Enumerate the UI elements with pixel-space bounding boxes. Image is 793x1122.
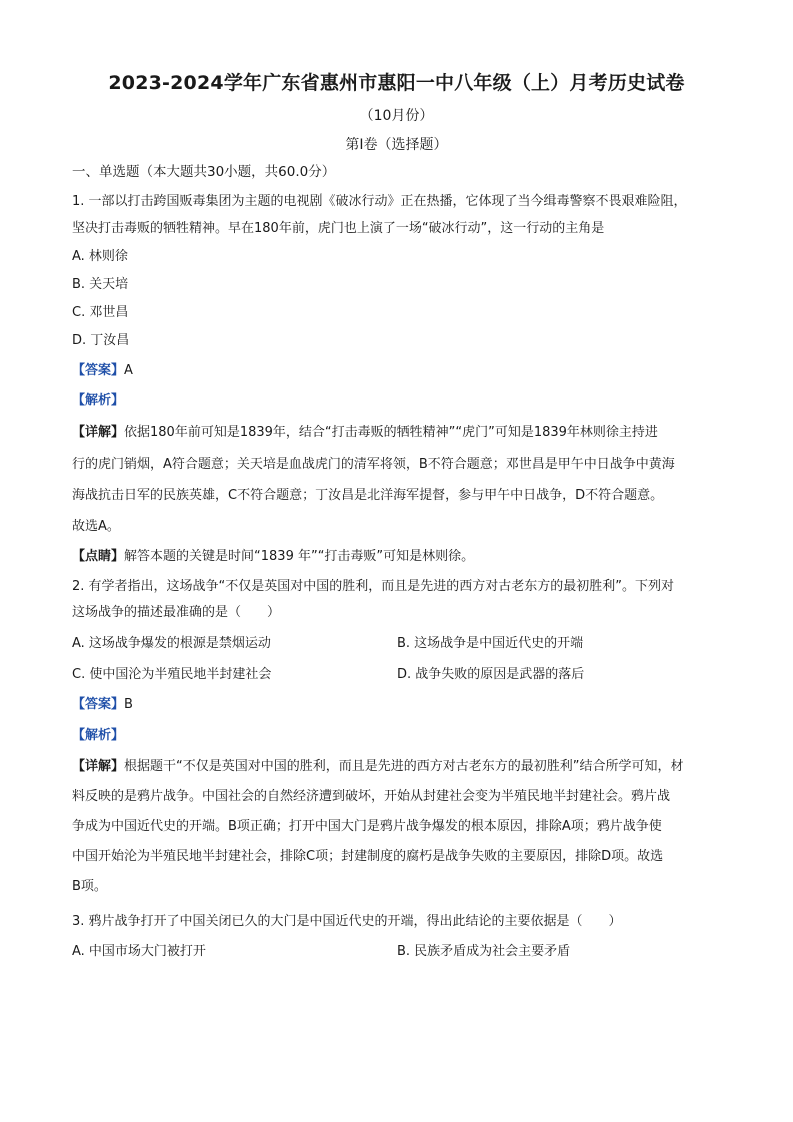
- q1-analysis-label: 【解析】: [72, 393, 125, 408]
- volume-heading: 第Ⅰ卷（选择题）: [345, 137, 448, 153]
- q1-option-b: B. 关天培: [72, 277, 129, 292]
- q1-answer-value: A: [124, 363, 133, 378]
- section-heading: 一、单选题（本大题共30小题，共60.0分）: [72, 164, 336, 180]
- q1-detail-line-1: [72, 424, 658, 442]
- q1-option-d: D. 丁汝昌: [72, 333, 130, 348]
- q2-detail-line-4: 中国开始沦为半殖民地半封建社会，排除C项；封建制度的腐朽是战争失败的主要原因，排除D项。故选: [72, 849, 664, 864]
- q2-answer: [72, 696, 133, 714]
- q1-stem-line-2: 坚决打击毒贩的牺牲精神。早在180年前，虎门也上演了一场“破冰行动”，这一行动的主角是: [72, 221, 605, 236]
- q2-detail-line-3: 争成为中国近代史的开端。B项正确；打开中国大门是鸦片战争爆发的根本原因，排除A项；鸦片战争使: [72, 819, 662, 834]
- q1-point-tag: 【点睛】: [72, 549, 125, 564]
- q1-detail-line-2: 行的虎门销烟，A符合题意；关天培是血战虎门的清军将领，B不符合题意；邓世昌是甲午中日战争中黄海: [72, 457, 675, 472]
- q2-analysis-label: 【解析】: [72, 728, 125, 743]
- document-subtitle: （10月份）: [359, 108, 434, 124]
- q2-detail-line-1: [72, 758, 684, 776]
- q1-point-text: 解答本题的关键是时间“1839 年”“打击毒贩”可知是林则徐。: [124, 549, 475, 564]
- q2-detail-line-5: B项。: [72, 879, 107, 894]
- q3-option-b: B. 民族矛盾成为社会主要矛盾: [397, 944, 571, 959]
- q1-stem-line-1: 1. 一部以打击跨国贩毒集团为主题的电视剧《破冰行动》正在热播，它体现了当今缉毒警察不畏艰难险阻，: [72, 194, 687, 209]
- q2-option-b: B. 这场战争是中国近代史的开端: [397, 636, 584, 651]
- q3-stem-line-1: 3. 鸦片战争打开了中国关闭已久的大门是中国近代史的开端，得出此结论的主要依据是（ ）: [72, 914, 622, 929]
- q2-option-a: A. 这场战争爆发的根源是禁烟运动: [72, 636, 271, 651]
- q2-stem-line-1: 2. 有学者指出，这场战争“不仅是英国对中国的胜利，而且是先进的西方对古老东方的最初胜利”。下列对: [72, 579, 675, 594]
- q2-detail-tag: 【详解】: [72, 759, 125, 774]
- q1-point: [72, 548, 474, 566]
- q2-option-d: D. 战争失败的原因是武器的落后: [397, 667, 585, 682]
- q2-detail-line-2: 料反映的是鸦片战争。中国社会的自然经济遭到破坏，开始从封建社会变为半殖民地半封建社会。鸦片战: [72, 789, 671, 804]
- q1-detail-line-4: 故选A。: [72, 519, 120, 534]
- q2-answer-value: B: [124, 697, 133, 712]
- q1-option-a: A. 林则徐: [72, 249, 128, 264]
- q1-answer-tag: 【答案】: [72, 363, 125, 378]
- q1-option-c: C. 邓世昌: [72, 305, 129, 320]
- q3-option-a: A. 中国市场大门被打开: [72, 944, 206, 959]
- q1-answer: [72, 362, 133, 380]
- q2-option-c: C. 使中国沦为半殖民地半封建社会: [72, 667, 272, 682]
- q1-detail-line-3: 海战抗击日军的民族英雄，C不符合题意；丁汝昌是北洋海军提督，参与甲午中日战争，D不符合题意。: [72, 488, 664, 503]
- q1-detail-text-1: 依据180年前可知是1839年，结合“打击毒贩的牺牲精神”“虎门”可知是1839年林则徐主持进: [124, 425, 658, 440]
- q1-analysis-tag: [72, 392, 124, 410]
- q2-stem-line-2: 这场战争的描述最准确的是（ ）: [72, 605, 281, 620]
- document-title: 2023-2024学年广东省惠州市惠阳一中八年级（上）月考历史试卷: [108, 72, 685, 94]
- q2-detail-text-1: 根据题干“不仅是英国对中国的胜利，而且是先进的西方对古老东方的最初胜利”结合所学可知，材: [124, 759, 684, 774]
- q2-analysis-tag: [72, 727, 124, 745]
- q1-detail-tag: 【详解】: [72, 425, 125, 440]
- q2-answer-tag: 【答案】: [72, 697, 125, 712]
